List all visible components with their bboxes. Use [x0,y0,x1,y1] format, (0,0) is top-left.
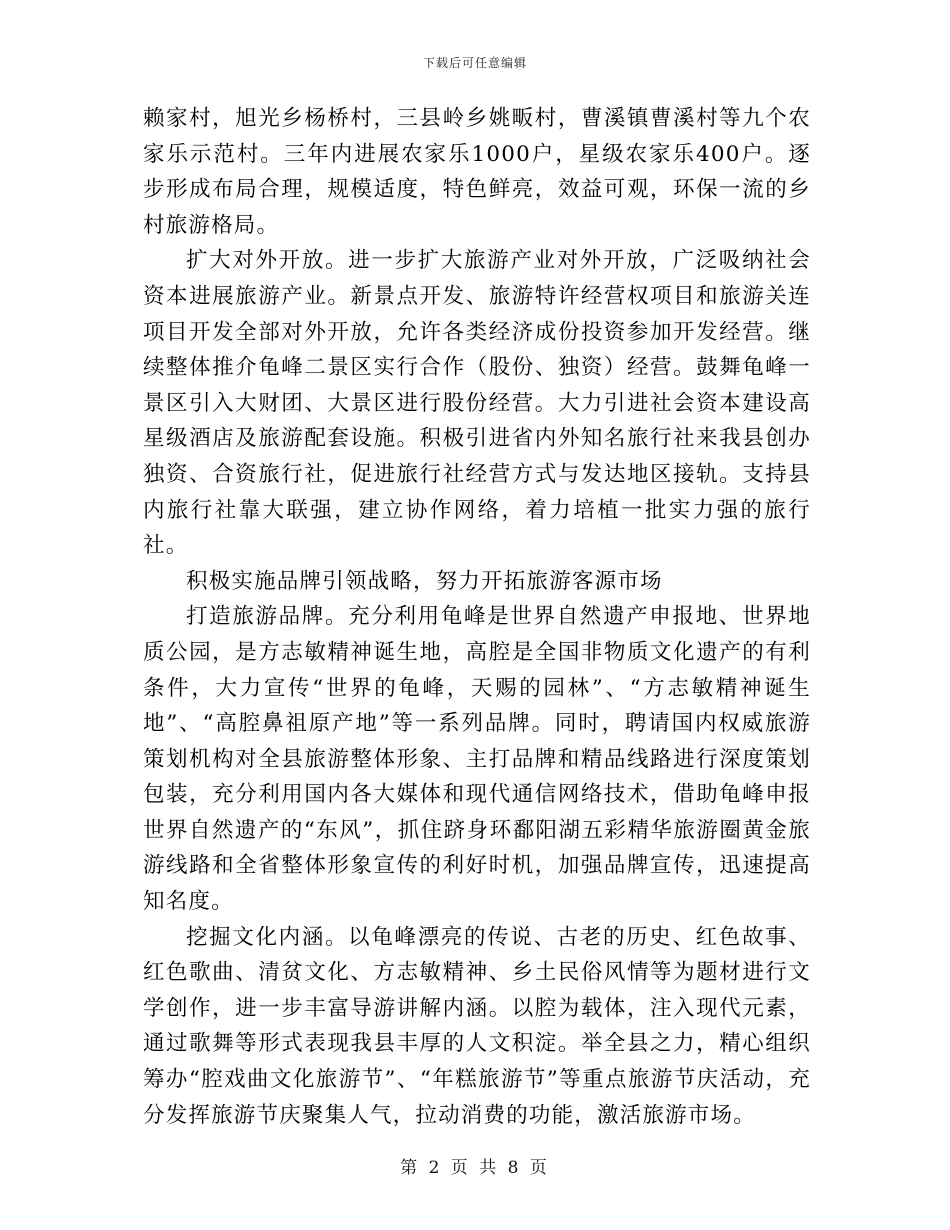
paragraph: 赖家村，旭光乡杨桥村，三县岭乡姚畈村，曹溪镇曹溪村等九个农家乐示范村。三年内进展农家乐1000户，星级农家乐400户。逐步形成布局合理，规模适度，特色鲜亮，效益可观，环保一流的乡村旅游格局。 [143,106,811,238]
paragraph: 扩大对外开放。进一步扩大旅游产业对外开放，广泛吸纳社会资本进展旅游产业。新景点开发、旅游特许经营权项目和旅游关连项目开发全部对外开放，允许各类经济成份投资参加开发经营。继续整体推介龟峰二景区实行合作（股份、独资）经营。鼓舞龟峰一景区引入大财团、大景区进行股份经营。大力引进社会资本建设高星级酒店及旅游配套设施。积极引进省内外知名旅行社来我县创办独资、合资旅行社，促进旅行社经营方式与发达地区接轨。支持县内旅行社靠大联强，建立协作网络，着力培植一批实力强的旅行社。 [143,248,811,559]
page-number: 第 2 页 共 8 页 [400,1158,550,1178]
paragraph: 打造旅游品牌。充分利用龟峰是世界自然遗产申报地、世界地质公园，是方志敏精神诞生地，高腔是全国非物质文化遗产的有利条件，大力宣传“世界的龟峰，天赐的园林”、“方志敏精神诞生地”、“高腔鼻祖原产地”等一系列品牌。同时，聘请国内权威旅游策划机构对全县旅游整体形象、主打品牌和精品线路进行深度策划包装，充分利用国内各大媒体和现代通信网络技术，借助龟峰申报世界自然遗产的“东风”，抓住跻身环鄱阳湖五彩精华旅游圈黄金旅游线路和全省整体形象宣传的利好时机，加强品牌宣传，迅速提高知名度。 [143,604,811,915]
page-header-note: 下载后可任意编辑 [422,56,527,70]
section-heading: 积极实施品牌引领战略，努力开拓旅游客源市场 [186,568,663,594]
document-body [143,101,811,1133]
paragraph: 挖掘文化内涵。以龟峰漂亮的传说、古老的历史、红色故事、红色歌曲、清贫文化、方志敏精神、乡土民俗风情等为题材进行文学创作，进一步丰富导游讲解内涵。以腔为载体，注入现代元素，通过歌舞等形式表现我县丰厚的人文积淀。举全县之力，精心组织筹办“腔戏曲文化旅游节”、“年糕旅游节”等重点旅游节庆活动，充分发挥旅游节庆聚集人气，拉动消费的功能，激活旅游市场。 [143,924,811,1128]
